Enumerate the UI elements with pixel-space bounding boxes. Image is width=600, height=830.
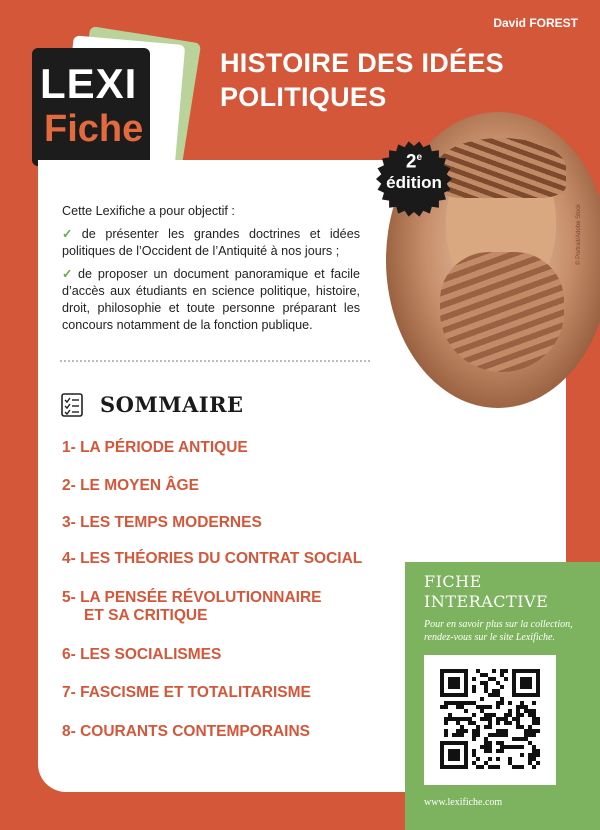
photo-credit: © Portrait/Adobe Stock [576,203,582,265]
intro-bullet-2: ✓ de proposer un document panoramique et facile d’accès aux étudiants en science politique, histoire, droit, philosophie et toute personne préparant les concours notamment de la fonction publique. [62,267,360,332]
toc-item-6: 6- LES SOCIALISMES [62,646,222,663]
author-name: David FOREST [493,16,578,30]
book-title-line1: HISTOIRE DES IDÉES [220,48,504,78]
sommaire-heading: SOMMAIRE [100,392,244,417]
website-link[interactable]: www.lexifiche.com [424,797,503,808]
toc-item-4: 4- LES THÉORIES DU CONTRAT SOCIAL [62,550,363,567]
section-divider [60,360,370,362]
intro-text [62,203,360,340]
logo-lexi-text: LEXI [40,60,138,107]
qr-code-icon [440,669,540,769]
intro-bullet-1: ✓ de présenter les grandes doctrines et idées politiques de l’Occident de l’Antiquité à nos jours ; [62,227,360,258]
check-icon: ✓ [62,267,75,281]
badge-word: édition [386,173,442,193]
book-title [220,46,570,114]
badge-number: 2e [405,151,423,173]
toc-item-2: 2- LE MOYEN ÂGE [62,477,199,494]
toc-item-5: 5- LA PENSÉE RÉVOLUTIONNAIRE ET SA CRITIQUE [62,589,322,624]
lexifiche-logo [30,38,200,178]
toc-item-3: 3- LES TEMPS MODERNES [62,514,262,531]
toc-item-1: 1- LA PÉRIODE ANTIQUE [62,439,248,456]
book-title-line2: POLITIQUES [220,82,387,112]
badge-text [375,148,453,194]
toc-item-7: 7- FASCISME ET TOTALITARISME [62,684,311,701]
logo-fiche-text: Fiche [44,108,144,150]
checklist-icon [60,392,84,418]
interactive-title: FICHE INTERACTIVE [424,572,549,611]
portrait-hair [436,138,566,198]
qr-code[interactable] [424,655,556,785]
intro-lead: Cette Lexifiche a pour objectif : [62,204,235,218]
toc-item-8: 8- COURANTS CONTEMPORAINS [62,723,311,740]
edition-badge [375,140,453,218]
portrait-beard [440,252,564,372]
check-icon: ✓ [62,227,79,241]
interactive-text: Pour en savoir plus sur la collection, rendez-vous sur le site Lexifiche. [424,619,573,643]
